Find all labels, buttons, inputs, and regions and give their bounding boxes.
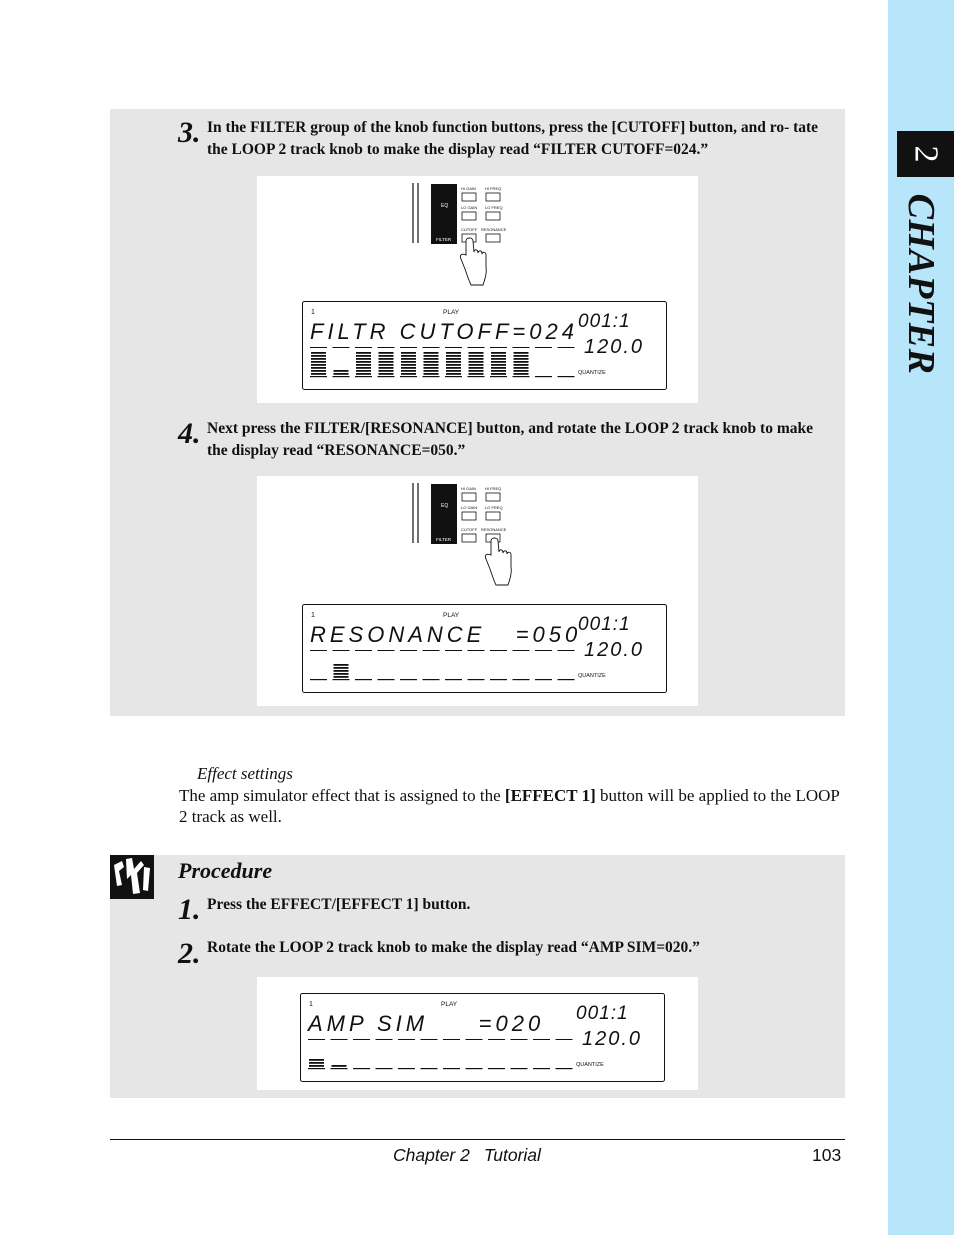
lcd-tempo: 120.0 xyxy=(584,639,645,661)
cutoff-label: CUTOFF xyxy=(461,227,478,232)
lcd-tempo: 120.0 xyxy=(584,336,645,358)
lo-gain-button xyxy=(462,512,476,520)
hi-gain-label: HI GAIN xyxy=(461,486,476,491)
lo-freq-label: LO FREQ xyxy=(485,205,503,210)
step-text: Press the EFFECT/[EFFECT 1] button. xyxy=(207,896,471,913)
footer-page-number: 103 xyxy=(812,1145,842,1165)
chapter-label: CHAPTER xyxy=(900,193,942,375)
lcd-message: RESONANCE =050 xyxy=(310,622,582,647)
eq-label: EQ xyxy=(441,203,449,209)
filter-label: FILTER xyxy=(436,537,452,542)
figure-resonance xyxy=(257,476,698,706)
resonance-label: RESONANCE xyxy=(481,527,507,532)
resonance-button xyxy=(486,234,500,242)
resonance-label: RESONANCE xyxy=(481,227,507,232)
procedure-icon xyxy=(110,855,154,899)
hi-freq-label: HI FREQ xyxy=(485,486,502,491)
lcd-message: AMP SIM =020 xyxy=(308,1011,545,1036)
procedure-title: Procedure xyxy=(178,858,273,883)
hand-pointer-icon xyxy=(460,238,486,285)
eq-label: EQ xyxy=(441,503,449,509)
lcd-track: 1 xyxy=(311,309,315,316)
lcd-display xyxy=(303,605,667,693)
lo-freq-button xyxy=(486,512,500,520)
cutoff-label: CUTOFF xyxy=(461,527,478,532)
hi-gain-label: HI GAIN xyxy=(461,186,476,191)
lcd-track: 1 xyxy=(309,1001,313,1008)
effect-settings-heading: Effect settings xyxy=(197,764,293,783)
hi-freq-button xyxy=(486,193,500,201)
cutoff-button xyxy=(462,534,476,542)
figure-amp-sim xyxy=(257,977,698,1090)
lcd-message: FILTR CUTOFF=024 xyxy=(310,319,578,344)
resonance-illustration xyxy=(257,476,698,706)
cutoff-illustration xyxy=(257,176,698,403)
lcd-position: 001:1 xyxy=(578,311,631,332)
chapter-number-box xyxy=(897,131,954,177)
lcd-mode: PLAY xyxy=(443,309,460,316)
lo-freq-label: LO FREQ xyxy=(485,505,503,510)
lo-gain-button xyxy=(462,212,476,220)
lcd-mode: PLAY xyxy=(441,1001,458,1008)
step-text: Rotate the LOOP 2 track knob to make the display read “AMP SIM=020.” xyxy=(207,939,700,956)
effect-text-before: The amp simulator effect that is assigned to the xyxy=(179,786,505,805)
hi-gain-button xyxy=(462,193,476,201)
knob-panel-resonance xyxy=(413,483,511,585)
lcd-display xyxy=(303,302,667,390)
lcd-position: 001:1 xyxy=(578,614,631,635)
lo-freq-button xyxy=(486,212,500,220)
lo-gain-label: LO GAIN xyxy=(461,505,478,510)
hand-pointer-icon xyxy=(485,538,511,585)
step-number: 1. xyxy=(178,893,201,926)
lcd-mode: PLAY xyxy=(443,612,460,619)
lcd-quantize: QUANTIZE xyxy=(578,673,606,679)
hi-freq-button xyxy=(486,493,500,501)
chapter-side-tab xyxy=(888,0,954,1235)
lcd-display xyxy=(301,994,665,1082)
hi-gain-button xyxy=(462,493,476,501)
footer-chapter-label: Chapter 2 xyxy=(393,1145,470,1165)
lo-gain-label: LO GAIN xyxy=(461,205,478,210)
step-number: 4. xyxy=(178,417,201,450)
chapter-number: 2 xyxy=(907,145,945,163)
step-text: Next press the FILTER/[RESONANCE] button, and rotate the LOOP 2 track knob to make the display read “RESONANCE=050.” xyxy=(207,420,813,459)
hi-freq-label: HI FREQ xyxy=(485,186,502,191)
footer-rule xyxy=(110,1139,845,1140)
figure-cutoff xyxy=(257,176,698,403)
amp-sim-illustration xyxy=(257,977,698,1090)
step-text: In the FILTER group of the knob function buttons, press the [CUTOFF] button, and ro- tate the LOOP 2 track knob to make the display read “FILTER CUTOFF=024.” xyxy=(207,119,819,158)
filter-label: FILTER xyxy=(436,237,452,242)
lcd-quantize: QUANTIZE xyxy=(576,1062,604,1068)
knob-panel-cutoff xyxy=(413,183,507,285)
lcd-track: 1 xyxy=(311,612,315,619)
effect-button-name: [EFFECT 1] xyxy=(504,786,596,805)
effect-text-after: button will be applied to the LOOP 2 track as well. xyxy=(179,786,840,826)
step-number: 2. xyxy=(178,937,201,970)
lcd-position: 001:1 xyxy=(576,1003,629,1024)
lcd-quantize: QUANTIZE xyxy=(578,370,606,376)
step-number: 3. xyxy=(178,116,201,149)
footer-section: Tutorial xyxy=(483,1145,541,1165)
footer-chapter xyxy=(393,1145,541,1166)
effect-settings-text xyxy=(179,785,847,827)
lcd-tempo: 120.0 xyxy=(582,1028,643,1050)
